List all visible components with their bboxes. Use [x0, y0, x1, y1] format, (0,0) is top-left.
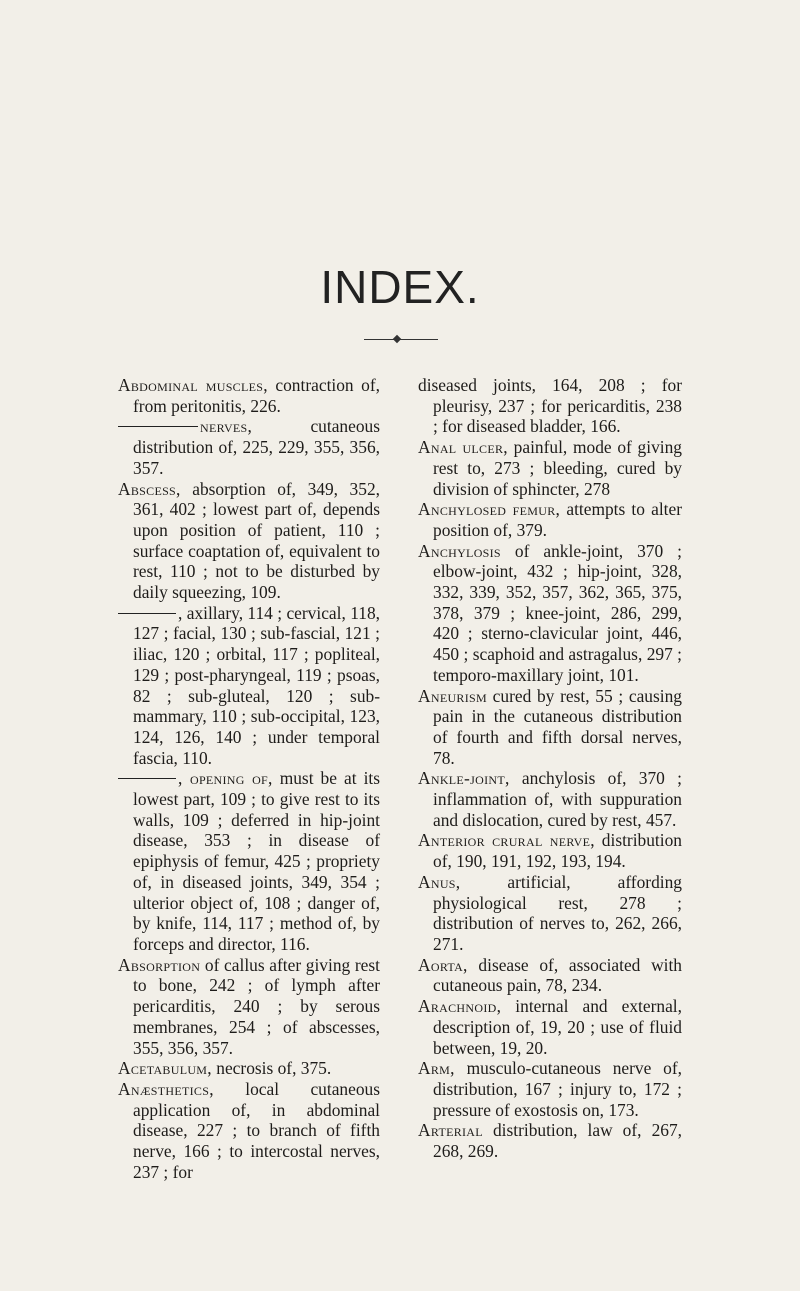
- ditto-dash: [118, 778, 176, 779]
- index-entry: [418, 955, 682, 996]
- entry-text: necrosis of, 375.: [211, 1058, 332, 1079]
- entry-text: disease of, associated with cutaneous pain, 78, 234.: [433, 954, 682, 996]
- page-title: INDEX.: [320, 261, 480, 313]
- entry-text: painful, mode of giving rest to, 273 ; bleeding, cured by division of sphincter, 278: [433, 437, 682, 499]
- entry-headword: Anchylosis: [418, 540, 501, 561]
- diamond-ornament-icon: [393, 335, 401, 343]
- entry-headword: Aorta,: [418, 954, 468, 975]
- entry-text: of ankle-joint, 370 ; elbow-joint, 432 ; hip-joint, 328, 332, 339, 352, 357, 362, 365, 375, 378, 379 ; knee-joint, 286, 299, 420 ; sterno-clavicular joint, 446, 450 ; scaphoid and astragalus, 297 ; temporo-maxillary joint, 101.: [433, 540, 682, 685]
- entry-text: attempts to alter position of, 379.: [433, 499, 682, 540]
- entry-text: cured by rest, 55 ; causing pain in the cutaneous distribution of fourth and fifth dorsal nerves, 78.: [433, 685, 682, 768]
- entry-headword: Abdominal muscles,: [118, 375, 268, 395]
- entry-text: must be at its lowest part, 109 ; to give rest to its walls, 109 ; deferred in hip-joint disease, 353 ; in disease of epiphysis of femur, 425 ; propriety of, in diseased joints, 349, 354 ; ulterior object of, 108 ; danger of, by knife, 114, 117 ; method of, by forceps and director, 116.: [133, 768, 381, 954]
- index-entry: [418, 686, 682, 769]
- index-entry: [118, 955, 380, 1059]
- entry-text: distribution, law of, 267, 268, 269.: [433, 1120, 682, 1162]
- entry-headword: Acetabulum,: [118, 1058, 212, 1079]
- index-entry: [418, 768, 682, 830]
- entry-headword: Arterial: [418, 1120, 483, 1141]
- entry-text: contraction of, from peritonitis, 226.: [133, 375, 380, 416]
- entry-text: of callus after giving rest to bone, 242 ; of lymph after pericarditis, 240 ; by serous membranes, 254 ; of abscesses, 355, 356, 357.: [133, 954, 380, 1058]
- entry-text: artificial, affording physiological rest, 278 ; distribution of nerves to, 262, 266, 271.: [433, 871, 682, 954]
- entry-text: , axillary, 114 ; cervical, 118, 127 ; facial, 130 ; sub-fascial, 121 ; iliac, 120 ; orbital, 117 ; popliteal, 129 ; post-pharyngeal, 119 ; psoas, 82 ; sub-gluteal, 120 ; sub-mammary, 110 ; sub-occipital, 123, 124, 126, 140 ; under temporal fascia, 110.: [133, 602, 380, 768]
- ornamental-rule: [364, 339, 438, 340]
- entry-headword: Anus,: [418, 871, 461, 892]
- entry-headword: Anal ulcer,: [418, 437, 508, 458]
- entry-text: musculo-cutaneous nerve of, distribution, 167 ; injury to, 172 ; pressure of exostosis on, 173.: [433, 1058, 682, 1120]
- index-column-left: [118, 375, 380, 1182]
- entry-text: internal and external, description of, 19, 20 ; use of fluid between, 19, 20.: [433, 996, 682, 1058]
- index-entry: [418, 1120, 682, 1161]
- entry-headword: Absorption: [118, 954, 201, 975]
- entry-headword: Aneurism: [418, 685, 487, 706]
- entry-text: absorption of, 349, 352, 361, 402 ; lowest part of, depends upon position of patient, 110 ; surface coaptation of, equivalent to rest, 110 ; not to be disturbed by daily squeezing, 109.: [133, 478, 380, 603]
- entry-text: diseased joints, 164, 208 ; for pleurisy, 237 ; for pericarditis, 238 ; for diseased bladder, 166.: [418, 375, 682, 437]
- index-entry: [418, 375, 682, 437]
- index-entry: [118, 375, 380, 416]
- ditto-dash: [118, 613, 176, 614]
- entry-headword: Anchylosed femur,: [418, 499, 561, 520]
- entry-headword: Anæsthetics,: [118, 1078, 214, 1099]
- index-entry: [118, 1079, 380, 1183]
- entry-headword: Ankle-joint,: [418, 768, 510, 789]
- entry-headword: , opening of,: [178, 768, 273, 789]
- index-entry: [418, 1058, 682, 1120]
- index-entry: [118, 479, 380, 603]
- index-entry: [418, 830, 682, 871]
- index-entry: [118, 768, 380, 954]
- index-entry: [118, 416, 380, 478]
- entry-headword: Arm,: [418, 1058, 455, 1079]
- entry-text: anchylosis of, 370 ; inflammation of, with suppuration and dislocation, cured by rest, 457.: [433, 768, 682, 830]
- entry-headword: nerves,: [200, 416, 253, 437]
- index-entry: [418, 996, 682, 1058]
- index-entry: [118, 603, 380, 769]
- index-entry: [418, 499, 682, 540]
- index-entry: [418, 541, 682, 686]
- entry-text: local cutaneous application of, in abdominal disease, 227 ; to branch of fifth nerve, 166 ; to intercostal nerves, 237 ; for: [133, 1078, 380, 1182]
- entry-headword: Anterior crural nerve,: [418, 830, 595, 851]
- index-entry: [418, 872, 682, 955]
- entry-text: distribution of, 190, 191, 192, 193, 194.: [433, 830, 682, 872]
- entry-headword: Abscess,: [118, 478, 181, 499]
- index-entry: [418, 437, 682, 499]
- ditto-dash: [118, 426, 198, 427]
- entry-text: cutaneous distribution of, 225, 229, 355, 356, 357.: [133, 416, 380, 478]
- index-column-right: [418, 375, 682, 1162]
- index-entry: [118, 1058, 380, 1079]
- entry-headword: Arachnoid,: [418, 996, 502, 1017]
